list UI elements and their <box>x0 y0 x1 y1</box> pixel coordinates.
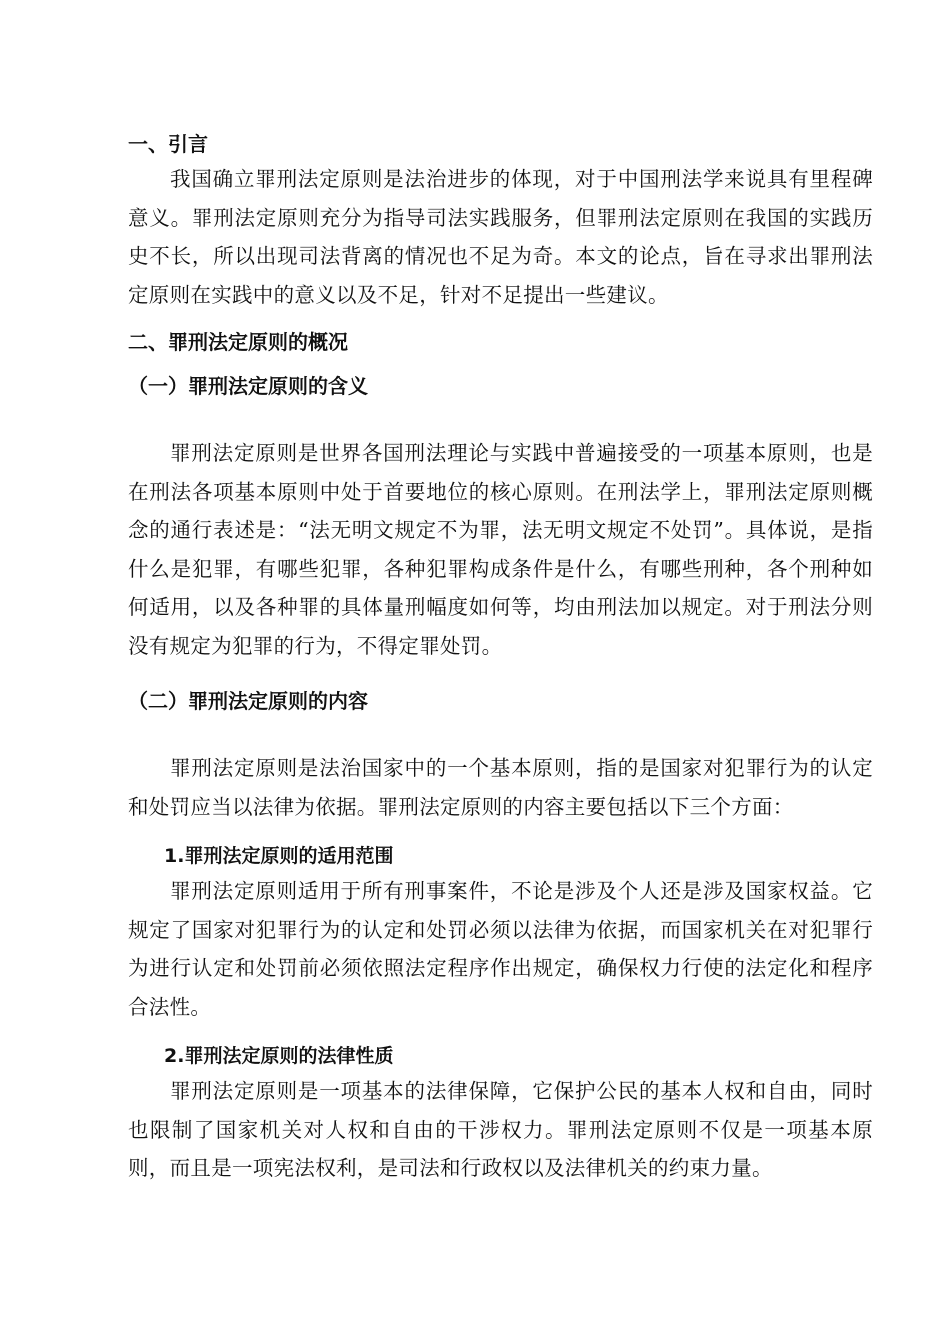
paragraph-meaning: 罪刑法定原则是世界各国刑法理论与实践中普遍接受的一项基本原则，也是在刑法各项基本原则中处于首要地位的核心原则。在刑法学上，罪刑法定原则概念的通行表述是：“法无明文规定不为罪，法无明文规定不处罚”。具体说，是指什么是犯罪，有哪些犯罪，各种犯罪构成条件是什么，有哪些刑种，各个刑种如何适用，以及各种罪的具体量刑幅度如何等，均由刑法加以规定。对于刑法分则没有规定为犯罪的行为，不得定罪处罚。 <box>128 441 873 658</box>
document-page <box>128 128 873 1188</box>
item-heading-scope: 1.罪刑法定原则的适用范围 <box>164 845 394 867</box>
paragraph-content: 罪刑法定原则是法治国家中的一个基本原则，指的是国家对犯罪行为的认定和处罚应当以法律为依据。罪刑法定原则的内容主要包括以下三个方面： <box>128 756 873 819</box>
paragraph-scope: 罪刑法定原则适用于所有刑事案件，不论是涉及个人还是涉及国家权益。它规定了国家对犯罪行为的认定和处罚必须以法律为依据，而国家机关在对犯罪行为进行认定和处罚前必须依照法定程序作出规定，确保权力行使的法定化和程序合法性。 <box>128 879 873 1019</box>
section-heading-introduction: 一、引言 <box>128 132 208 156</box>
paragraph-introduction: 我国确立罪刑法定原则是法治进步的体现，对于中国刑法学来说具有里程碑意义。罪刑法定原则充分为指导司法实践服务，但罪刑法定原则在我国的实践历史不长，所以出现司法背离的情况也不足为奇。本文的论点，旨在寻求出罪刑法定原则在实践中的意义以及不足，针对不足提出一些建议。 <box>128 167 873 307</box>
section-heading-overview: 二、罪刑法定原则的概况 <box>128 330 348 354</box>
item-heading-legal-nature: 2.罪刑法定原则的法律性质 <box>164 1045 394 1067</box>
subsection-heading-content: （二）罪刑法定原则的内容 <box>128 689 368 713</box>
subsection-heading-meaning: （一）罪刑法定原则的含义 <box>128 374 368 398</box>
paragraph-legal-nature: 罪刑法定原则是一项基本的法律保障，它保护公民的基本人权和自由，同时也限制了国家机关对人权和自由的干涉权力。罪刑法定原则不仅是一项基本原则，而且是一项宪法权利，是司法和行政权以及法律机关的约束力量。 <box>128 1079 873 1180</box>
